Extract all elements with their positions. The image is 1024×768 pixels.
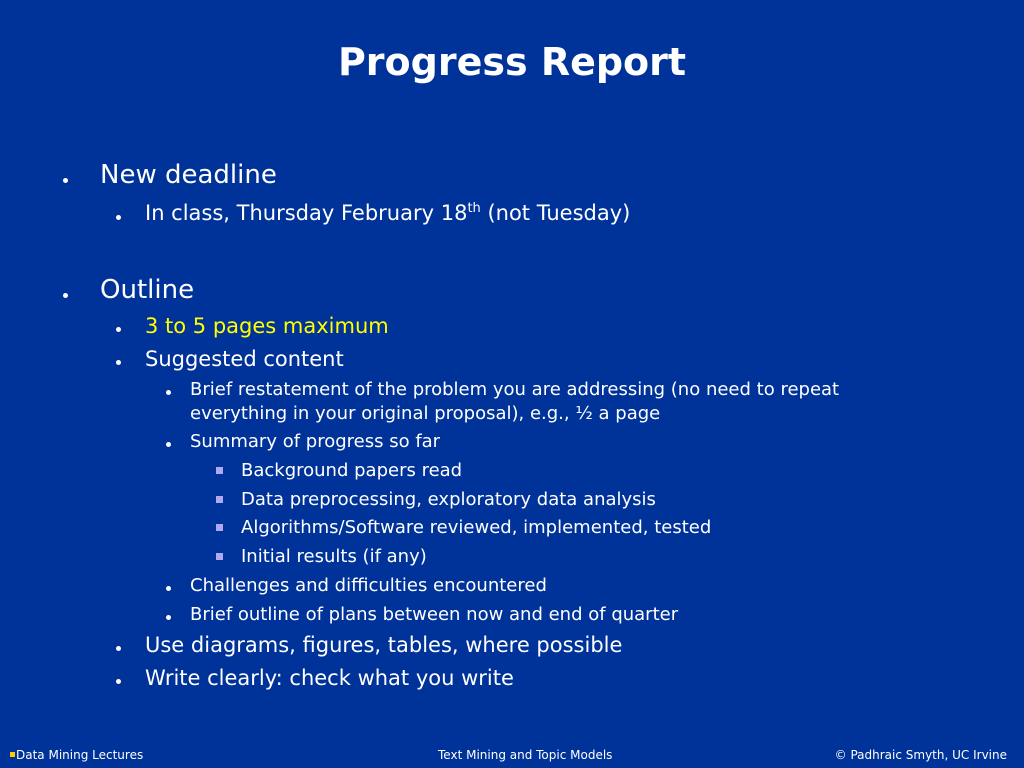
summary-item-preprocessing: Data preprocessing, exploratory data analysis (241, 489, 656, 510)
deadline-detail (145, 201, 630, 225)
bullet-icon (63, 293, 68, 298)
bullet-icon (166, 615, 171, 620)
footer-right: © Padhraic Smyth, UC Irvine (834, 748, 1007, 762)
section-heading-outline: Outline (100, 275, 195, 305)
deadline-note: (not Tuesday) (480, 201, 631, 225)
bullet-icon (116, 646, 121, 651)
bullet-icon (166, 442, 171, 447)
outline-item-page-limit: 3 to 5 pages maximum (145, 314, 389, 338)
footer-square-icon (10, 752, 15, 757)
bullet-icon (116, 360, 121, 365)
bullet-icon (116, 215, 121, 220)
footer-left (10, 748, 143, 762)
deadline-text: In class, Thursday February 18 (145, 201, 468, 225)
content-item-challenges: Challenges and difficulties encountered (190, 575, 547, 596)
bullet-icon (116, 679, 121, 684)
deadline-ordinal-suffix: th (467, 201, 481, 216)
outline-item-suggested-content: Suggested content (145, 347, 344, 371)
square-bullet-icon (216, 553, 223, 560)
content-item-plans: Brief outline of plans between now and end of quarter (190, 604, 679, 625)
footer-center: Text Mining and Topic Models (438, 748, 613, 762)
content-item-restatement-cont: everything in your original proposal), e.g., ½ a page (190, 403, 661, 424)
outline-item-write-clearly: Write clearly: check what you write (145, 666, 514, 690)
bullet-icon (166, 390, 171, 395)
footer-left-text: Data Mining Lectures (16, 748, 144, 762)
bullet-icon (63, 178, 68, 183)
slide-title: Progress Report (337, 40, 687, 84)
square-bullet-icon (216, 496, 223, 503)
summary-item-algorithms: Algorithms/Software reviewed, implemented, tested (241, 517, 712, 538)
section-heading-new-deadline: New deadline (100, 160, 277, 190)
summary-item-background: Background papers read (241, 460, 463, 481)
content-item-summary: Summary of progress so far (190, 431, 441, 452)
content-item-restatement: Brief restatement of the problem you are addressing (no need to repeat (190, 379, 840, 400)
bullet-icon (116, 327, 121, 332)
square-bullet-icon (216, 467, 223, 474)
square-bullet-icon (216, 524, 223, 531)
bullet-icon (166, 586, 171, 591)
outline-item-diagrams: Use diagrams, figures, tables, where possible (145, 633, 623, 657)
summary-item-initial-results: Initial results (if any) (241, 546, 427, 567)
